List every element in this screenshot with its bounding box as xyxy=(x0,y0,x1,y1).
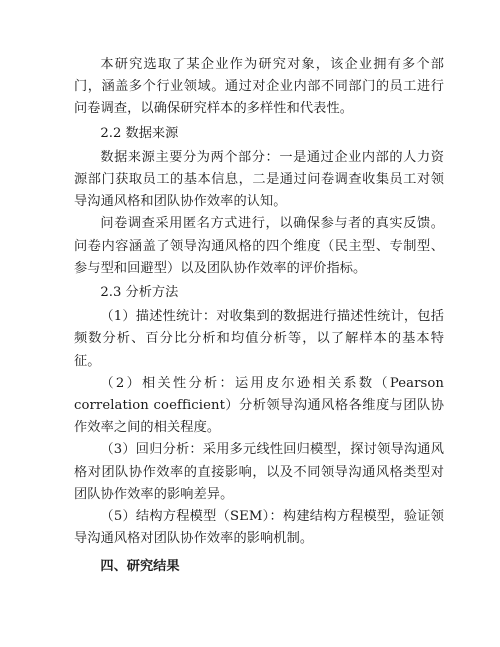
method-regression-analysis: （3）回归分析：采用多元线性回归模型，探讨领导沟通风格对团队协作效率的直接影响，以及不同领导沟通风格类型对团队协作效率的影响差异。 xyxy=(74,442,444,502)
paragraph-questionnaire: 问卷调查采用匿名方式进行，以确保参与者的真实反馈。问卷内容涵盖了领导沟通风格的四个维度（民主型、专制型、参与型和回避型）以及团队协作效率的评价指标。 xyxy=(74,216,444,276)
method-structural-equation-model: （5）结构方程模型（SEM）：构建结构方程模型，验证领导沟通风格对团队协作效率的影响机制。 xyxy=(74,509,444,547)
paragraph-research-object: 本研究选取了某企业作为研究对象，该企业拥有多个部门，涵盖多个行业领域。通过对企业内部不同部门的员工进行问卷调查，以确保研究样本的多样性和代表性。 xyxy=(74,57,444,117)
section-heading-analysis-method: 2.3 分析方法 xyxy=(100,285,179,301)
method-correlation-analysis: （2）相关性分析：运用皮尔逊相关系数（Pearson correlation coefficient）分析领导沟通风格各维度与团队协作效率之间的相关程度。 xyxy=(74,375,444,436)
method-descriptive-statistics: （1）描述性统计：对收集到的数据进行描述性统计，包括频数分析、百分比分析和均值分析等，以了解样本的基本特征。 xyxy=(74,309,444,369)
document-body xyxy=(74,54,444,581)
paragraph-data-source: 数据来源主要分为两个部分：一是通过企业内部的人力资源部门获取员工的基本信息，二是通过问卷调查收集员工对领导沟通风格和团队协作效率的认知。 xyxy=(74,149,444,210)
section-heading-data-source: 2.2 数据来源 xyxy=(100,125,179,141)
chapter-heading-research-results: 四、研究结果 xyxy=(100,559,180,575)
